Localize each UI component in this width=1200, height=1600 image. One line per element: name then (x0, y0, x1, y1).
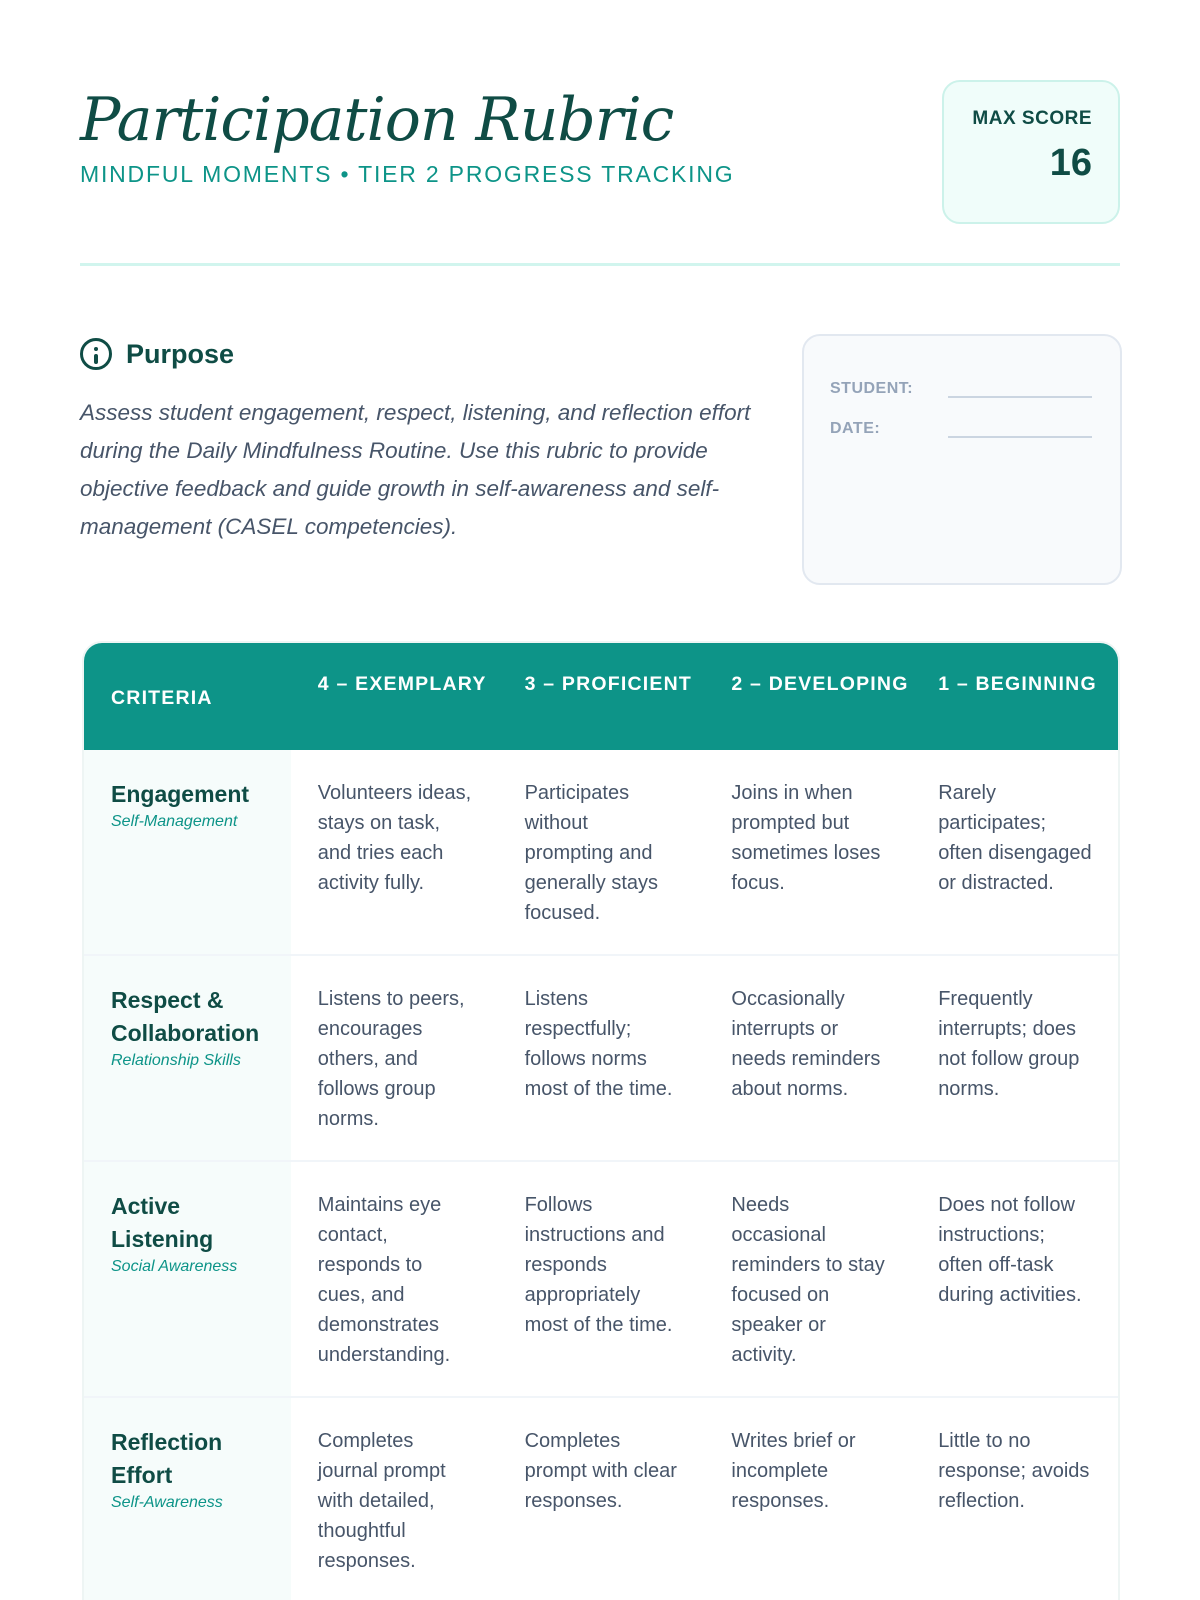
max-score-card (942, 80, 1120, 224)
page-header (80, 80, 1120, 266)
table-row (84, 750, 1118, 956)
purpose-text: Assess student engagement, respect, listening, and reflection effort during the Daily Mindfulness Routine. Use this rubric to provide objective feedback and guide growth in self-awareness and self-management (CASEL competencies). (80, 400, 751, 539)
header-criteria: CRITERIA (111, 687, 213, 709)
max-score-value: 16 (1049, 142, 1092, 184)
criteria-name: Respect & Collaboration (111, 987, 260, 1046)
descriptor-cell: Volunteers ideas, stays on task, and tries each activity fully. (317, 782, 472, 894)
descriptor-cell: Occasionally interrupts or needs reminders about norms. (731, 988, 881, 1100)
criteria-cell (84, 1162, 291, 1396)
criteria-competency: Social Awareness (111, 1258, 238, 1275)
descriptor-cell: Listens to peers, encourages others, and follows group norms. (317, 988, 465, 1130)
table-row (84, 1398, 1118, 1600)
criteria-competency: Relationship Skills (111, 1052, 241, 1069)
date-label: DATE: (830, 420, 881, 437)
page-subtitle: MINDFUL MOMENTS • TIER 2 PROGRESS TRACKING (80, 161, 735, 187)
criteria-name: Reflection Effort (111, 1429, 223, 1488)
student-row (830, 364, 1092, 404)
max-score-label: MAX SCORE (972, 108, 1092, 129)
purpose-section (80, 338, 760, 546)
header-proficient: 3 – PROFICIENT (524, 673, 693, 695)
date-field[interactable] (948, 436, 1092, 438)
table-header (84, 643, 1118, 750)
table-row (84, 956, 1118, 1162)
descriptor-cell: Participates without prompting and generally stays focused. (524, 782, 658, 924)
descriptor-cell: Writes brief or incomplete responses. (731, 1430, 856, 1512)
descriptor-cell: Needs occasional reminders to stay focused on speaker or activity. (731, 1194, 885, 1366)
purpose-heading (80, 338, 760, 370)
descriptor-cell: Completes prompt with clear responses. (524, 1430, 677, 1512)
page-title: Participation Rubric (80, 85, 674, 155)
student-label: STUDENT: (830, 380, 914, 397)
criteria-name: Active Listening (111, 1193, 214, 1252)
descriptor-cell: Little to no response; avoids reflection. (938, 1430, 1090, 1512)
header-beginning: 1 – BEGINNING (938, 673, 1097, 695)
criteria-cell (84, 750, 291, 954)
criteria-cell (84, 956, 291, 1160)
rubric-table (82, 641, 1120, 1600)
descriptor-cell: Frequently interrupts; does not follow group norms. (938, 988, 1080, 1100)
descriptor-cell: Listens respectfully; follows norms most of the time. (524, 988, 673, 1100)
header-developing: 2 – DEVELOPING (731, 673, 909, 695)
descriptor-cell: Maintains eye contact, responds to cues, and demonstrates understanding. (317, 1194, 451, 1366)
header-exemplary: 4 – EXEMPLARY (317, 673, 487, 695)
descriptor-cell: Completes journal prompt with detailed, thoughtful responses. (317, 1430, 446, 1572)
date-row (830, 404, 1092, 444)
criteria-name: Engagement (111, 781, 250, 807)
student-field[interactable] (948, 396, 1092, 398)
descriptor-cell: Follows instructions and responds appropriately most of the time. (524, 1194, 673, 1336)
descriptor-cell: Joins in when prompted but sometimes loses focus. (731, 782, 881, 894)
info-icon (80, 338, 112, 370)
descriptor-cell: Rarely participates; often disengaged or distracted. (938, 782, 1092, 894)
criteria-competency: Self-Management (111, 813, 238, 830)
criteria-competency: Self-Awareness (111, 1494, 223, 1511)
descriptor-cell: Does not follow instructions; often off-task during activities. (938, 1194, 1082, 1306)
student-info-box (802, 334, 1122, 585)
criteria-cell (84, 1398, 291, 1600)
purpose-title: Purpose (126, 338, 235, 369)
table-row (84, 1162, 1118, 1398)
